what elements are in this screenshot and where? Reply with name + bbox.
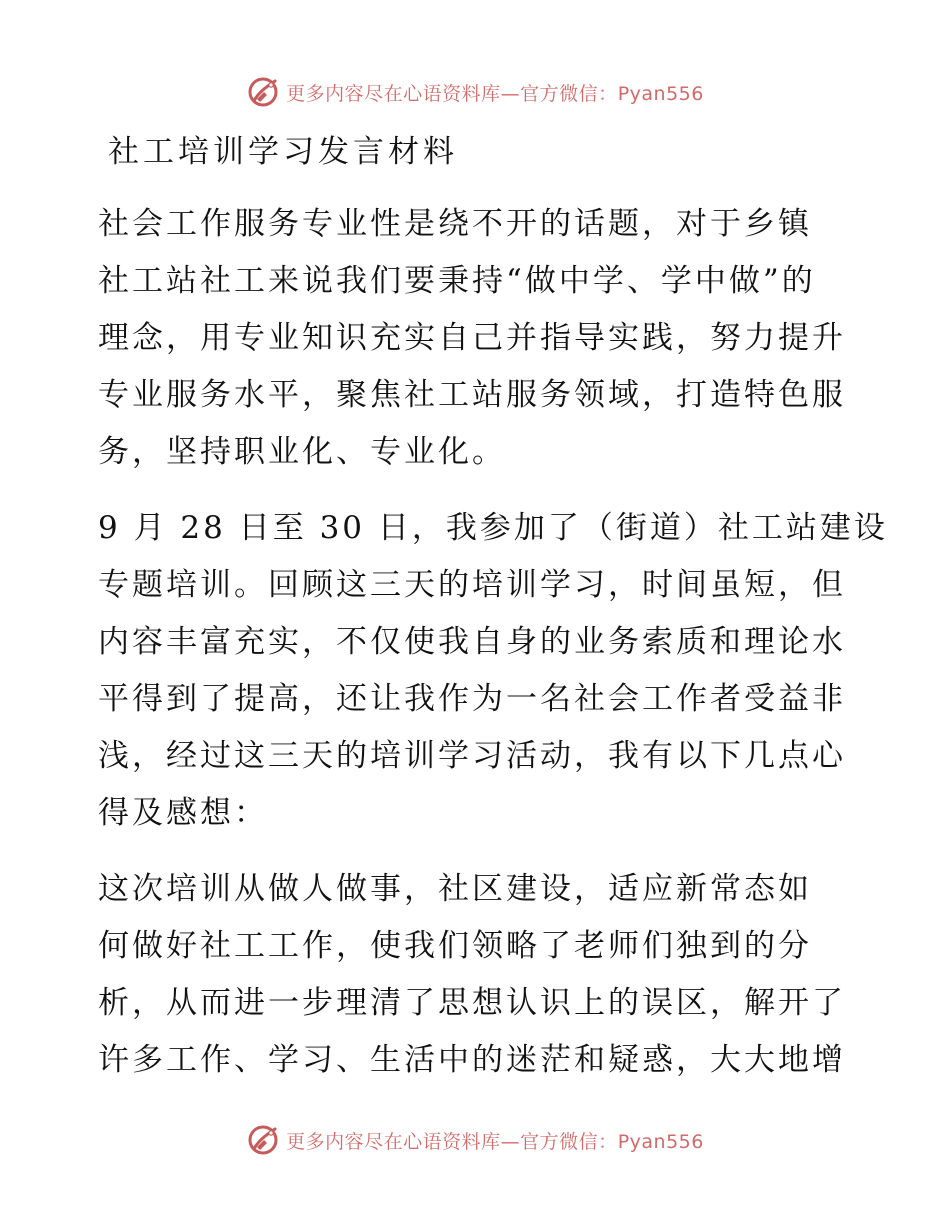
text-line: 浅，经过这三天的培训学习活动，我有以下几点心 bbox=[98, 738, 846, 774]
text-line: 务，坚持职业化、专业化。 bbox=[98, 434, 506, 470]
text-line: 这次培训从做人做事，社区建设，适应新常态如 bbox=[98, 871, 812, 907]
text-line: 内容丰富充实，不仅使我自身的业务索质和理论水 bbox=[98, 624, 846, 660]
paragraph-2 bbox=[98, 500, 888, 842]
banner-dash: — bbox=[500, 1130, 521, 1153]
banner-slogan: 更多内容尽在心语资料库 bbox=[286, 1130, 501, 1153]
brush-pen-logo-icon bbox=[246, 75, 280, 109]
banner-wechat-label: 官方微信： bbox=[520, 82, 618, 105]
header-banner bbox=[0, 72, 950, 112]
text-line: 专业服务水平，聚焦社工站服务领域，打造特色服 bbox=[98, 377, 846, 413]
text-line: 社工站社工来说我们要秉持“做中学、学中做”的 bbox=[98, 263, 816, 299]
banner-text bbox=[286, 1127, 704, 1154]
text-line: 何做好社工工作，使我们领略了老师们独到的分 bbox=[98, 928, 812, 964]
banner-text bbox=[286, 79, 704, 106]
text-line: 平得到了提高，还让我作为一名社会工作者受益非 bbox=[98, 681, 846, 717]
banner-slogan: 更多内容尽在心语资料库 bbox=[286, 82, 501, 105]
text-line: 析，从而进一步理清了思想认识上的误区，解开了 bbox=[98, 985, 846, 1021]
brush-pen-logo-icon bbox=[246, 1123, 280, 1157]
footer-banner bbox=[0, 1120, 950, 1160]
text-line: 专题培训。回顾这三天的培训学习，时间虽短，但 bbox=[98, 567, 846, 603]
document-title: 社工培训学习发言材料 bbox=[108, 134, 458, 170]
banner-dash: — bbox=[500, 82, 521, 105]
banner-wechat-id: Pyan556 bbox=[617, 1130, 704, 1153]
text-line: 9 月 28 日至 30 日，我参加了（街道）社工站建设 bbox=[98, 510, 888, 546]
paragraph-1 bbox=[98, 196, 850, 481]
paragraph-3 bbox=[98, 861, 850, 1089]
text-line: 得及感想： bbox=[98, 795, 268, 831]
banner-wechat-id: Pyan556 bbox=[617, 82, 704, 105]
text-line: 理念，用专业知识充实自己并指导实践，努力提升 bbox=[98, 320, 846, 356]
text-line: 社会工作服务专业性是绕不开的话题，对于乡镇 bbox=[98, 206, 812, 242]
text-line: 许多工作、学习、生活中的迷茫和疑惑，大大地增 bbox=[98, 1042, 846, 1078]
banner-wechat-label: 官方微信： bbox=[520, 1130, 618, 1153]
